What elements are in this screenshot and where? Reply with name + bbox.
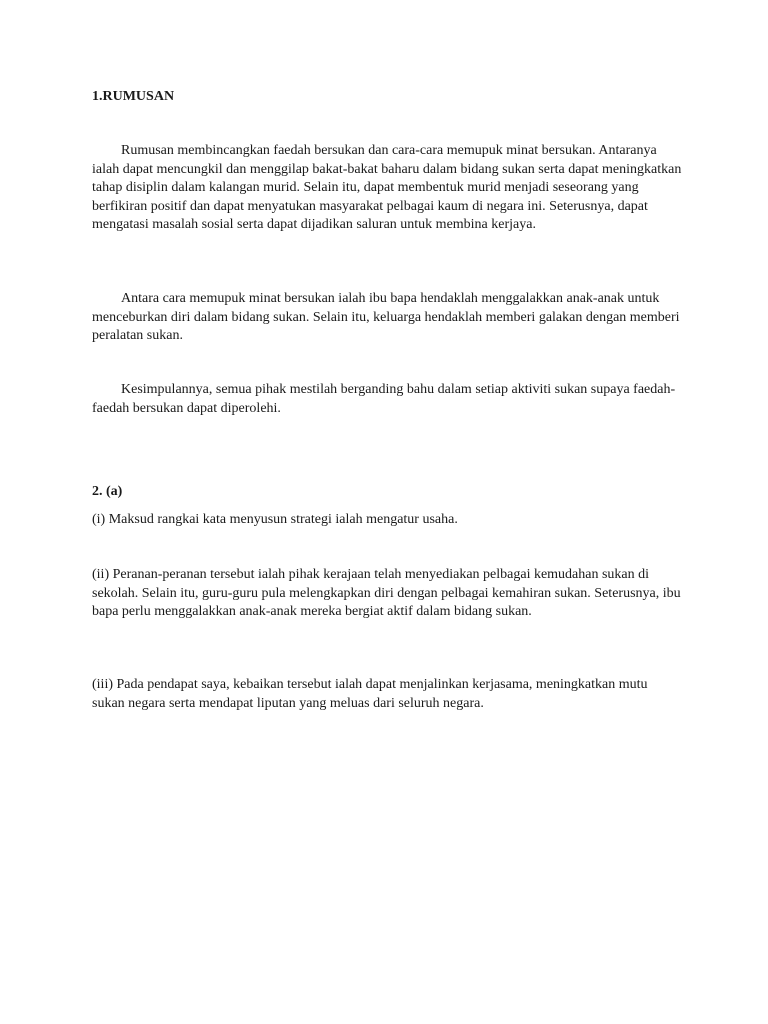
section-2-heading: 2. (a) <box>92 484 123 499</box>
summary-paragraph-2: Antara cara memupuk minat bersukan ialah ibu bapa hendaklah menggalakkan anak-anak untuk menceburkan diri dalam bidang sukan. Selain itu, keluarga hendaklah memberi galakan dengan memberi peralatan sukan. <box>92 291 680 343</box>
answer-i: (i) Maksud rangkai kata menyusun strategi ialah mengatur usaha. <box>92 512 458 527</box>
section-1-heading: 1.RUMUSAN <box>92 89 175 104</box>
summary-paragraph-3: Kesimpulannya, semua pihak mestilah berganding bahu dalam setiap aktiviti sukan supaya faedah-faedah bersukan dapat diperolehi. <box>92 382 676 416</box>
summary-paragraph-1: Rumusan membincangkan faedah bersukan dan cara-cara memupuk minat bersukan. Antaranya ialah dapat mencungkil dan menggilap bakat-bakat baharu dalam bidang sukan serta dapat meningkatkan tahap disiplin dalam kalangan murid. Selain itu, dapat membentuk murid menjadi seseorang yang berfikiran positif dan dapat menyatukan masyarakat pelbagai kaum di negara ini. Seterusnya, dapat mengatasi masalah sosial serta dapat dijadikan saluran untuk membina kerjaya. <box>92 143 682 232</box>
answer-ii: (ii) Peranan-peranan tersebut ialah pihak kerajaan telah menyediakan pelbagai kemudahan sukan di sekolah. Selain itu, guru-guru pula melengkapkan diri dengan pelbagai kemahiran sukan. Seterusnya, ibu bapa perlu menggalakkan anak-anak mereka bergiat aktif dalam bidang sukan. <box>92 567 681 619</box>
answer-iii: (iii) Pada pendapat saya, kebaikan tersebut ialah dapat menjalinkan kerjasama, meningkatkan mutu sukan negara serta mendapat liputan yang meluas dari seluruh negara. <box>92 677 648 711</box>
